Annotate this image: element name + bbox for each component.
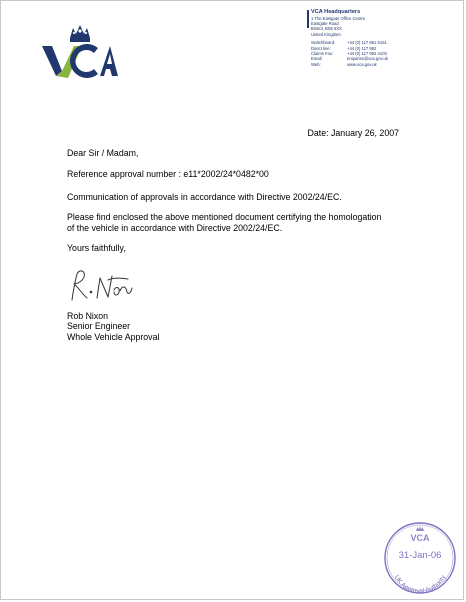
paragraph-line: Please find enclosed the above mentioned document certifying the homologation [67, 212, 382, 222]
contact-value: +44 (0) 117 952 [347, 45, 377, 51]
letterhead-rule [307, 10, 309, 28]
vca-logo [40, 24, 120, 82]
stamp-date: 31-Jan-06 [398, 550, 442, 561]
body-paragraph [67, 212, 381, 233]
letter-date: Date: January 26, 2007 [307, 128, 399, 138]
crown-icon [70, 25, 90, 42]
reference-number: Reference approval number : e11*2002/24*0482*00 [67, 169, 269, 179]
contact-label: Direct line: [311, 45, 331, 51]
address-line: Bristol, BS5 6XX [311, 26, 342, 32]
contact-label: Claims Fax: [311, 50, 334, 56]
signatory-block [67, 311, 159, 342]
closing: Yours faithfully, [67, 243, 126, 253]
contact-label: Web: [311, 61, 321, 67]
paragraph-line: of the vehicle in accordance with Directive 2002/24/EC. [67, 222, 283, 233]
org-name: VCA Headquarters [311, 9, 361, 15]
svg-text:VCA: VCA [410, 533, 430, 543]
communication-line: Communication of approvals in accordance with Directive 2002/24/EC. [67, 192, 342, 202]
contact-value: +44 (0) 117 952 4103 [347, 50, 387, 56]
address-line: Eastgate Road [311, 20, 339, 26]
contact-list [311, 40, 388, 67]
handwritten-signature [64, 266, 134, 304]
contact-row [311, 62, 388, 67]
signatory-title: Senior Engineer [67, 321, 131, 332]
address-line: 1 The Eastgate Office Centre [311, 15, 366, 21]
contact-label: Switchboard: [311, 40, 336, 46]
letterhead-block [311, 9, 388, 67]
address [311, 16, 388, 38]
contact-value: www.vca.gov.uk [347, 61, 377, 67]
signatory-name: Rob Nixon [67, 311, 109, 321]
contact-value: enquiries@vca.gov.uk [347, 56, 388, 62]
contact-label: Email: [311, 56, 323, 62]
stamp-vca-logo [410, 526, 430, 543]
svg-text:VCA: VCA [80, 81, 83, 82]
salutation: Dear Sir / Madam, [67, 148, 139, 158]
stamp-ring-text: UK Approval Authority [392, 574, 448, 595]
contact-value: +44 (0) 117 951 5151 [347, 40, 387, 46]
signatory-department: Whole Vehicle Approval [67, 331, 160, 342]
address-line: United Kingdom [311, 31, 341, 37]
